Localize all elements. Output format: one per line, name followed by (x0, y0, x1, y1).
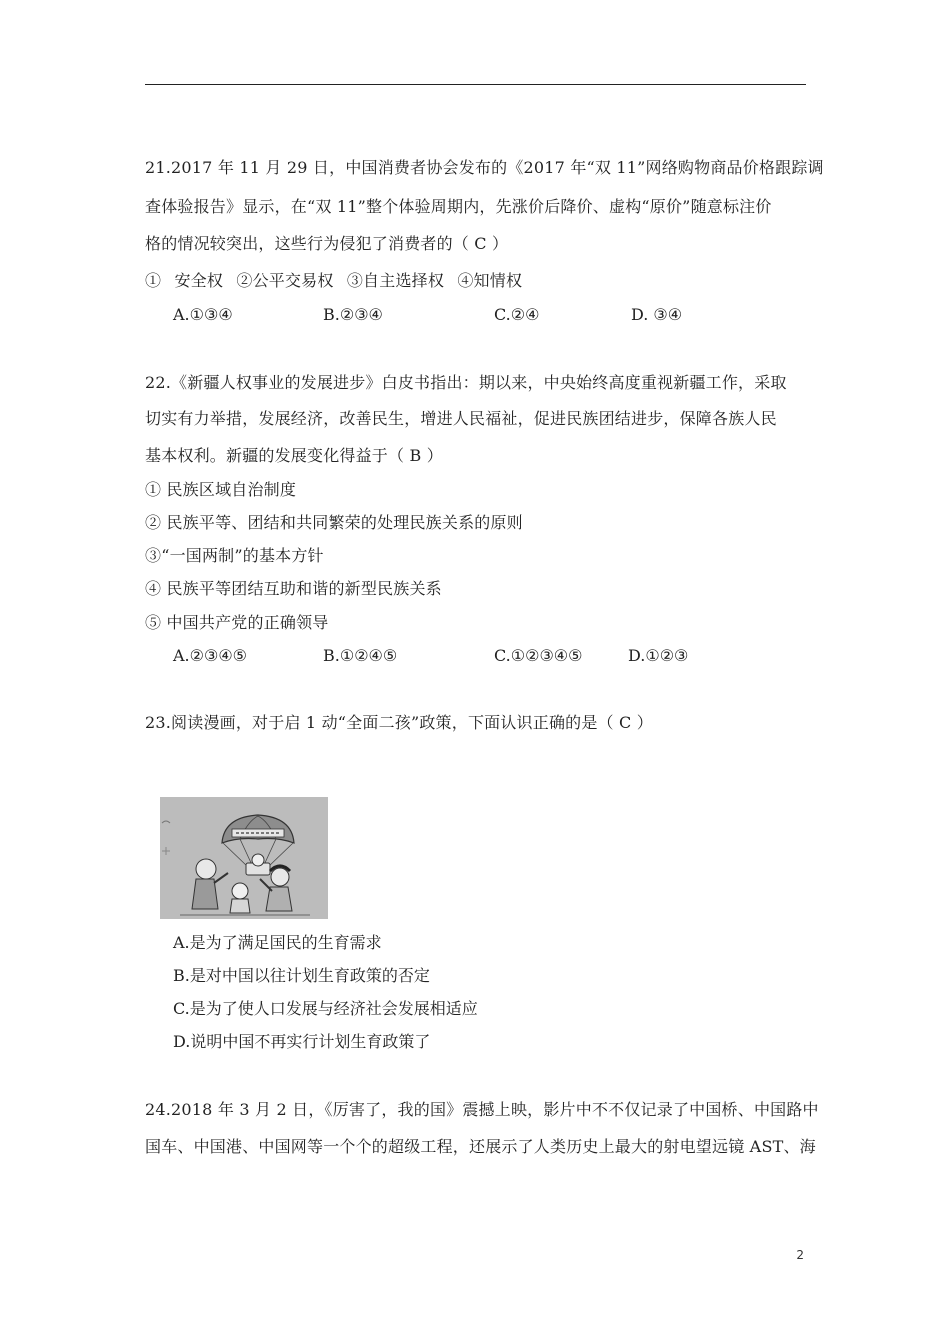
q23-stem: 23.阅读漫画，对于启 1 动“全面二孩”政策，下面认识正确的是（ C ） (145, 713, 653, 732)
header-rule (145, 84, 806, 85)
q21-line-1: 21.2017 年 11 月 29 日，中国消费者协会发布的《2017 年“双 11”网络购物商品价格跟踪调 (145, 158, 824, 177)
q21-option-a: A.①③④ (173, 305, 233, 324)
q21-option-b: B.②③④ (323, 305, 383, 324)
q23-option-a: A.是为了满足国民的生育需求 (173, 933, 382, 952)
q22-item-1: ① 民族区域自治制度 (145, 480, 297, 499)
q22-line-3: 基本权利。新疆的发展变化得益于（ B ） (145, 446, 443, 465)
q21-line-2: 查体验报告》显示，在“双 11”整个体验周期内，先涨价后降价、虚构“原价”随意标注价 (145, 197, 772, 216)
q24-line-2: 国车、中国港、中国网等一个个的超级工程，还展示了人类历史上最大的射电望远镜 AST、海 (145, 1137, 816, 1156)
q21-line-3: 格的情况较突出，这些行为侵犯了消费者的（ C ） (145, 234, 509, 253)
q23-option-c: C.是为了使人口发展与经济社会发展相适应 (173, 999, 478, 1018)
q22-item-2: ② 民族平等、团结和共同繁荣的处理民族关系的原则 (145, 513, 523, 532)
q22-option-d: D.①②③ (628, 646, 689, 665)
q23-option-d: D.说明中国不再实行计划生育政策了 (173, 1032, 431, 1051)
q21-items: ① 安全权 ②公平交易权 ③自主选择权 ④知情权 (145, 271, 523, 290)
q22-option-b: B.①②④⑤ (323, 646, 398, 665)
q22-item-5: ⑤ 中国共产党的正确领导 (145, 613, 329, 632)
page-number: 2 (796, 1248, 804, 1262)
q21-option-d: D. ③④ (631, 305, 683, 324)
q21-option-c: C.②④ (494, 305, 540, 324)
q22-item-3: ③“一国两制”的基本方针 (145, 546, 324, 565)
q22-option-c: C.①②③④⑤ (494, 646, 583, 665)
parachute-family-cartoon (160, 797, 328, 919)
q23-option-b: B.是对中国以往计划生育政策的否定 (173, 966, 430, 985)
q22-line-2: 切实有力举措，发展经济，改善民生，增进人民福祉，促进民族团结进步，保障各族人民 (145, 409, 777, 428)
q22-option-a: A.②③④⑤ (173, 646, 248, 665)
q24-line-1: 24.2018 年 3 月 2 日，《厉害了，我的国》震撼上映，影片中不不仅记录了中国桥、中国路中 (145, 1100, 819, 1119)
q22-item-4: ④ 民族平等团结互助和谐的新型民族关系 (145, 579, 442, 598)
q22-line-1: 22.《新疆人权事业的发展进步》白皮书指出：期以来，中央始终高度重视新疆工作，采取 (145, 373, 787, 392)
